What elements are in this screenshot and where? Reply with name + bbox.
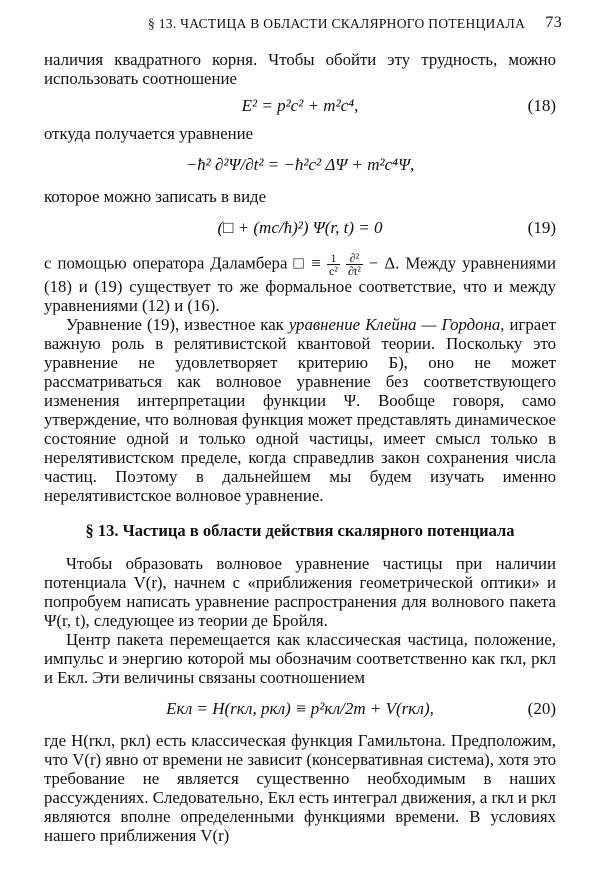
fraction-denominator: ∂t² — [347, 264, 361, 278]
equation-19 — [44, 206, 556, 250]
header-section-title: § 13. ЧАСТИЦА В ОБЛАСТИ СКАЛЯРНОГО ПОТЕНЦИАЛА — [148, 16, 526, 31]
paragraph-4 — [44, 250, 556, 315]
fraction-1-over-c2 — [327, 252, 340, 277]
fraction-d2-dt2 — [346, 252, 363, 277]
paragraph-4-lead: с помощью оператора Даламбера — [44, 253, 288, 273]
equation-20-formula: Eкл = H(rкл, pкл) ≡ p²кл/2m + V(rкл), — [166, 699, 434, 718]
equation-19-formula: (□ + (mc/ħ)²) Ψ(r, t) = 0 — [217, 218, 383, 237]
paragraph-5-intro: Уравнение (19), известное как — [66, 315, 284, 334]
paragraph-1: наличия квадратного корня. Чтобы обойти эту трудность, можно использовать соотношение — [44, 50, 556, 88]
dalembert-operator: □ ≡ — [293, 253, 321, 273]
paragraph-6: Чтобы образовать волновое уравнение частицы при наличии потенциала V(r), начнем с «приближения геометрической оптики» и попробуем написать уравнение распространения для волнового пакета Ψ(r, t), следующее из теории де Бройля. — [44, 554, 556, 630]
page-body — [44, 50, 556, 845]
equation-18 — [44, 88, 556, 124]
paragraph-2: откуда получается уравнение — [44, 124, 254, 143]
fraction-numerator: ∂² — [346, 252, 363, 265]
equation-unnumbered — [44, 143, 556, 187]
klein-gordon-term: уравнение Клейна — Гордона, — [288, 315, 505, 334]
paragraph-8: где H(rкл, pкл) есть классическая функция Гамильтона. Предположим, что V(r) явно от времени не зависит (консервативная система), хотя это требование не является существенно необходимым в наших рассуждениях. Следовательно, Eкл есть интеграл движения, а rкл и pкл являются вполне определенными функциями времени. В условиях нашего приближения V(r) — [44, 731, 556, 845]
paragraph-5 — [44, 315, 556, 505]
fraction-numerator: 1 — [327, 252, 340, 265]
section-heading: § 13. Частица в области действия скалярного потенциала — [85, 521, 515, 540]
equation-unnumbered-formula: −ħ² ∂²Ψ/∂t² = −ħ²c² ΔΨ + m²c⁴Ψ, — [185, 155, 415, 174]
running-header — [44, 12, 562, 38]
page-number: 73 — [545, 14, 562, 31]
equation-18-number: (18) — [527, 96, 556, 115]
paragraph-5-rest: играет важную роль в релятивистской квантовой теории. Поскольку это уравнение не удовлетворяет критерию Б), оно не может рассматриваться как волновое уравнение без соответствующего изменения интерпретации функции Ψ. Вообще говоря, само утверждение, что волновая функция может представлять динамическое состояние одной и только одной частицы, имеет смысл только в нерелятивистском пределе, когда справедлив закон сохранения числа частиц. Поэтому в дальнейшем мы будем изучать именно нерелятивистское волновое уравнение. — [44, 315, 556, 505]
fraction-denominator: c² — [328, 264, 338, 278]
paragraph-4-rest: − Δ. Между уравнениями (18) и (19) существует то же формальное соответствие, что и между уравнениями (12) и (16). — [44, 253, 556, 315]
paragraph-7: Центр пакета перемещается как классическая частица, положение, импульс и энергию которой мы обозначим соответственно как rкл, pкл и Eкл. Эти величины связаны соотношением — [44, 630, 556, 687]
equation-18-formula: E² = p²c² + m²c⁴, — [241, 96, 359, 115]
paragraph-3: которое можно записать в виде — [44, 187, 267, 206]
equation-19-number: (19) — [527, 218, 556, 237]
equation-20-number: (20) — [527, 699, 556, 718]
equation-20 — [44, 687, 556, 731]
